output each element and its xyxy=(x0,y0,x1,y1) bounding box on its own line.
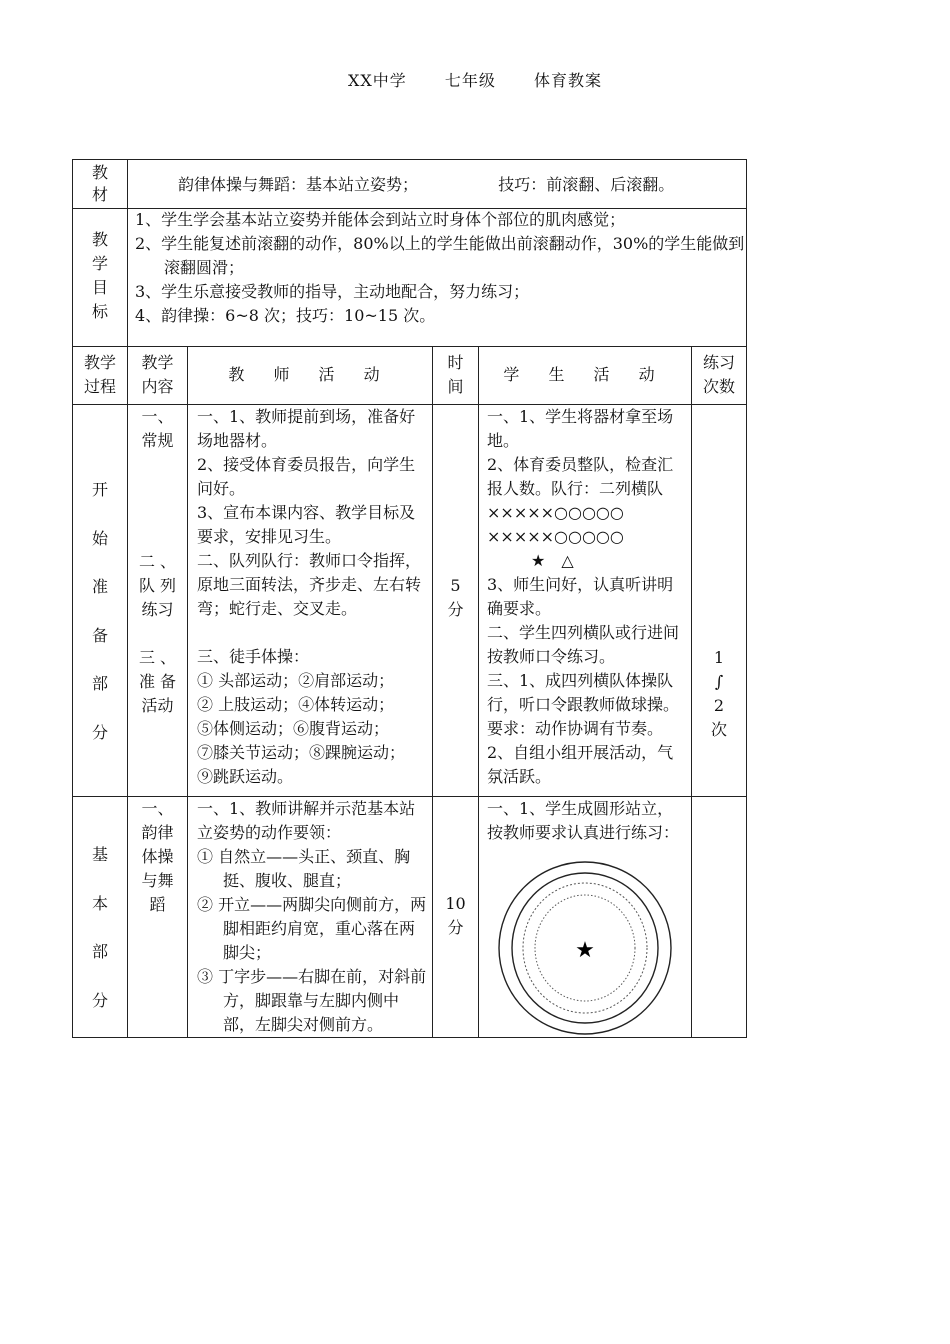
section1-content-drill: 二 、 队 列 练习 xyxy=(138,552,177,619)
lesson-plan-table xyxy=(72,159,747,1038)
student-step: 一、1、学生将器材拿至场地。 xyxy=(487,407,674,450)
teacher-step: ⑨跳跃运动。 xyxy=(197,767,294,786)
goal-item: 3、学生乐意接受教师的指导，主动地配合，努力练习； xyxy=(135,282,530,301)
goal-item: 4、韵律操：6~8 次；技巧：10~15 次。 xyxy=(135,306,436,325)
section1-content-routine: 一、 常规 xyxy=(141,407,174,450)
page-header xyxy=(0,68,950,91)
material-topic-a: 韵律体操与舞蹈：基本站立姿势； xyxy=(178,175,419,194)
student-step: 三、1、成四列横队体操队行，听口令跟教师做球操。要求：动作协调有节奏。 xyxy=(487,671,680,738)
formation-row: ×××××○○○○○ xyxy=(487,503,624,522)
col-head-content: 教学 内容 xyxy=(141,353,174,396)
student-step: 3、师生问好，认真听讲明确要求。 xyxy=(487,575,674,618)
col-rule-2 xyxy=(187,346,188,1037)
section1-content-warmup: 三 、 准 备 活动 xyxy=(138,648,177,715)
goals-label: 教 学 目 标 xyxy=(91,230,108,321)
goals-list xyxy=(135,208,745,328)
section2-teacher xyxy=(197,797,430,1037)
student-step: 二、学生四列横队或行进间按教师口令练习。 xyxy=(487,623,680,666)
teacher-step: 2、接受体育委员报告，向学生问好。 xyxy=(197,455,416,498)
teacher-step: 二、队列队行：教师口令指挥，原地三面转法，齐步走、左右转弯；蛇行走、交叉走。 xyxy=(197,551,422,618)
material-topic-b: 技巧：前滚翻、后滚翻。 xyxy=(498,175,675,194)
teacher-step: 一、1、教师讲解并示范基本站立姿势的动作要领： xyxy=(197,799,416,842)
circle-formation-diagram xyxy=(491,859,679,1037)
teacher-step: ② 上肢运动；④体转运动； xyxy=(197,695,395,714)
subject-name: 体育教案 xyxy=(533,71,602,90)
teacher-step: ② 开立——两脚尖向侧前方，两脚相距约肩宽，重心落在两脚尖； xyxy=(197,895,427,962)
section1-reps: 1 ∫ 2 次 xyxy=(710,648,727,739)
teacher-step: 三、徒手体操： xyxy=(197,647,310,666)
section1-student xyxy=(487,405,689,789)
col-head-reps: 练习 次数 xyxy=(702,353,735,396)
student-step: 2、自组小组开展活动，气氛活跃。 xyxy=(487,743,674,786)
goal-item: 2、学生能复述前滚翻的动作，80%以上的学生能做出前滚翻动作，30%的学生能做到滚翻圆滑； xyxy=(135,234,745,277)
material-content xyxy=(178,173,738,197)
material-label: 教 材 xyxy=(91,163,108,204)
col-head-time: 时 间 xyxy=(447,353,464,396)
goal-item: 1、学生学会基本站立姿势并能体会到站立时身体个部位的肌肉感觉； xyxy=(135,210,626,229)
teacher-step: 一、1、教师提前到场，准备好场地器材。 xyxy=(197,407,416,450)
section1-time: 5 分 xyxy=(447,576,464,619)
col-rule-4 xyxy=(478,346,479,1037)
school-name: XX中学 xyxy=(347,71,407,90)
section2-content: 一、 韵律 体操 与舞 蹈 xyxy=(141,799,174,914)
teacher-step: 3、宣布本课内容、教学目标及要求，安排见习生。 xyxy=(197,503,416,546)
section2-time: 10 分 xyxy=(445,894,466,937)
formation-markers: ★ △ xyxy=(531,551,574,570)
col-head-process: 教学 过程 xyxy=(83,353,116,396)
teacher-step: ③ 丁字步——右脚在前，对斜前方，脚跟靠与左脚内侧中部，左脚尖对侧前方。 xyxy=(197,967,427,1034)
section2-student: 一、1、学生成圆形站立，按教师要求认真进行练习： xyxy=(487,799,680,842)
col-head-teacher: 教 师 活 动 xyxy=(228,365,392,384)
student-step: 2、体育委员整队，检查汇报人数。队行：二列横队 xyxy=(487,455,674,498)
section1-teacher xyxy=(197,405,430,789)
section2-label: 基 本 部 分 xyxy=(91,845,108,1010)
teacher-step: ⑦膝关节运动；⑧踝腕运动； xyxy=(197,743,406,762)
col-head-student: 学 生 活 动 xyxy=(503,365,667,384)
teacher-step: ① 头部运动；②肩部运动； xyxy=(197,671,395,690)
teacher-star-icon: ★ xyxy=(575,938,595,963)
grade-name: 七年级 xyxy=(444,71,496,90)
formation-row: ×××××○○○○○ xyxy=(487,527,624,546)
teacher-step: ⑤体侧运动；⑥腹背运动； xyxy=(197,719,390,738)
section1-label: 开 始 准 备 部 分 xyxy=(91,480,108,742)
teacher-step: ① 自然立——头正、颈直、胸挺、腹收、腿直； xyxy=(197,847,411,890)
